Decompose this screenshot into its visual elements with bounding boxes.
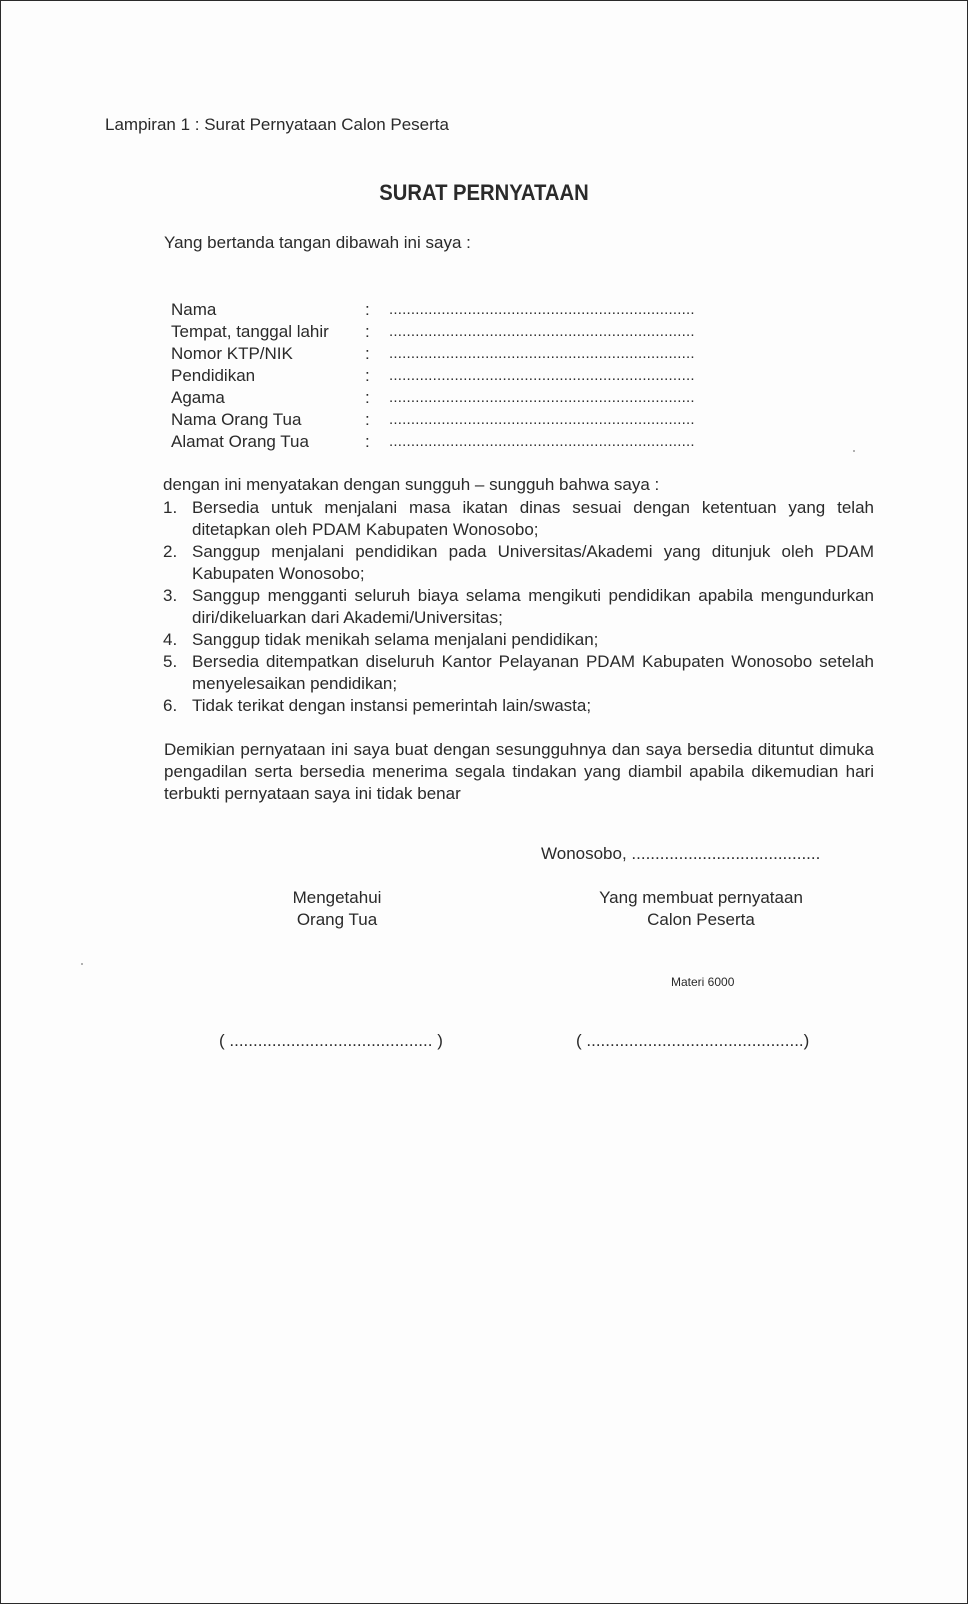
field-blank: ......................................................................: [389, 323, 695, 340]
candidate-signature-block: [561, 887, 841, 931]
field-label: Nama: [171, 300, 217, 319]
list-item: [163, 695, 874, 717]
field-label: Pendidikan: [171, 366, 256, 385]
field-row-ktp: [171, 343, 695, 365]
scan-speck: [81, 963, 83, 965]
item-number: 2.: [163, 542, 178, 561]
candidate-signature-line: ( ..............................................): [576, 1031, 810, 1050]
stamp-duty-note: Materi 6000: [671, 975, 735, 989]
field-blank: ......................................................................: [389, 389, 695, 406]
list-item: [163, 497, 874, 541]
item-number: 1.: [163, 498, 178, 517]
item-text: Sanggup tidak menikah selama menjalani pendidikan;: [192, 630, 599, 649]
list-item: [163, 541, 874, 585]
field-colon: :: [365, 432, 370, 451]
item-number: 5.: [163, 652, 178, 671]
field-colon: :: [365, 344, 370, 363]
closing-paragraph: Demikian pernyataan ini saya buat dengan sesungguhnya dan saya bersedia dituntut dimuka pengadilan serta bersedia menerima segala tindakan yang diambil apabila dikemudian hari terbukti pernyataan saya ini tidak benar: [164, 740, 874, 803]
item-number: 6.: [163, 696, 178, 715]
field-colon: :: [365, 300, 370, 319]
intro-text: Yang bertanda tangan dibawah ini saya :: [164, 233, 471, 252]
field-label: Nomor KTP/NIK: [171, 344, 293, 363]
identity-fields: [171, 299, 695, 453]
field-colon: :: [365, 410, 370, 429]
scan-speck: [853, 450, 855, 452]
item-text: Sanggup menjalani pendidikan pada Universitas/Akademi yang ditunjuk oleh PDAM Kabupaten Wonosobo;: [192, 542, 874, 583]
list-item: [163, 651, 874, 695]
field-row-education: [171, 365, 695, 387]
field-row-name: [171, 299, 695, 321]
field-blank: ......................................................................: [389, 367, 695, 384]
statement-intro: dengan ini menyatakan dengan sungguh – sungguh bahwa saya :: [163, 475, 660, 494]
item-text: Tidak terikat dengan instansi pemerintah lain/swasta;: [192, 696, 592, 715]
item-text: Bersedia untuk menjalani masa ikatan dinas sesuai dengan ketentuan yang telah ditetapkan oleh PDAM Kabupaten Wonosobo;: [192, 498, 874, 539]
field-label: Tempat, tanggal lahir: [171, 322, 329, 341]
field-blank: ......................................................................: [389, 411, 695, 428]
field-colon: :: [365, 366, 370, 385]
field-colon: :: [365, 322, 370, 341]
parent-signature-block: [237, 887, 437, 931]
item-number: 3.: [163, 586, 178, 605]
signature-role: Calon Peserta: [647, 910, 755, 929]
field-blank: ......................................................................: [389, 301, 695, 318]
signature-role: Orang Tua: [296, 910, 378, 929]
field-blank: ......................................................................: [389, 345, 695, 362]
field-row-parent-name: [171, 409, 695, 431]
field-label: Agama: [171, 388, 225, 407]
parent-signature-line: ( ........................................... ): [219, 1031, 443, 1050]
field-row-parent-address: [171, 431, 695, 453]
place-date-line: Wonosobo, ........................................: [541, 844, 821, 863]
signature-heading: Mengetahui: [292, 888, 382, 907]
item-text: Sanggup mengganti seluruh biaya selama mengikuti pendidikan apabila mengundurkan diri/dikeluarkan dari Akademi/Universitas;: [192, 586, 874, 627]
attachment-label: Lampiran 1 : Surat Pernyataan Calon Peserta: [105, 115, 449, 134]
document-title: SURAT PERNYATAAN: [379, 180, 589, 205]
list-item: [163, 629, 874, 651]
field-row-birth: [171, 321, 695, 343]
commitment-list: [163, 497, 874, 717]
field-label: Alamat Orang Tua: [171, 432, 309, 451]
list-item: [163, 585, 874, 629]
item-text: Bersedia ditempatkan diseluruh Kantor Pelayanan PDAM Kabupaten Wonosobo setelah menyelesaikan pendidikan;: [192, 652, 874, 693]
signature-heading: Yang membuat pernyataan: [599, 888, 803, 907]
field-colon: :: [365, 388, 370, 407]
field-label: Nama Orang Tua: [171, 410, 302, 429]
field-row-religion: [171, 387, 695, 409]
item-number: 4.: [163, 630, 178, 649]
field-blank: ......................................................................: [389, 433, 695, 450]
